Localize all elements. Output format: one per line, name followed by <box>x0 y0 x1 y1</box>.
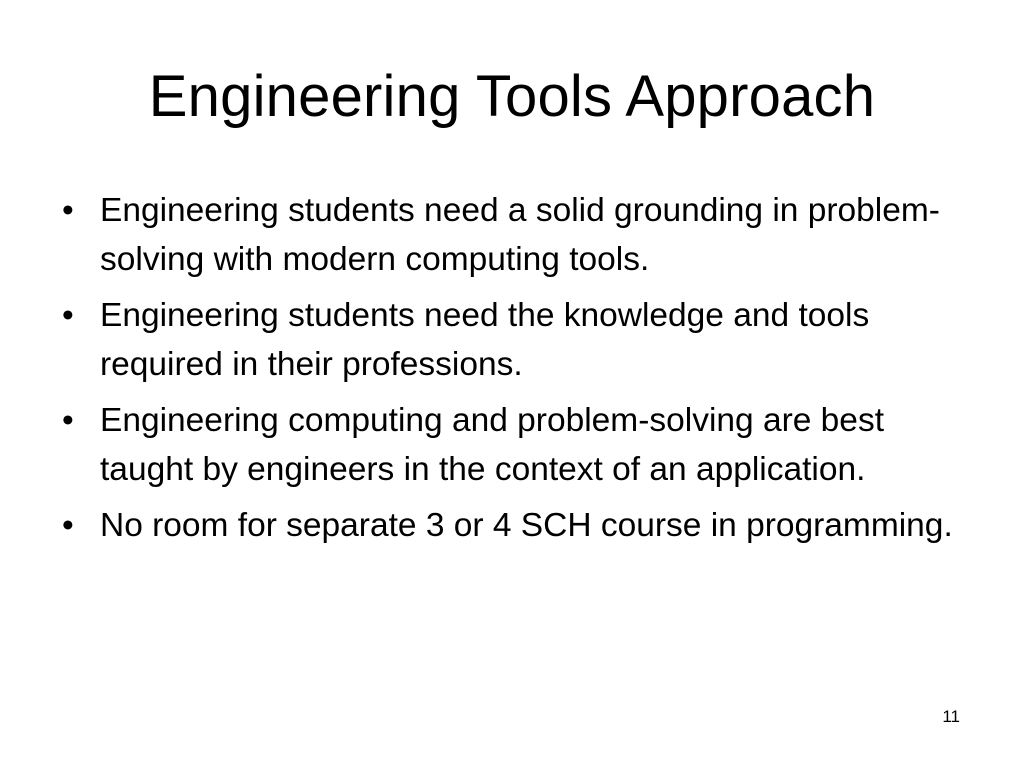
bullet-text: No room for separate 3 or 4 SCH course in programming. <box>100 507 953 544</box>
bullet-dot-icon: • <box>62 297 74 334</box>
bullet-text: Engineering computing and problem-solving are best taught by engineers in the context of an application. <box>100 402 884 488</box>
bullet-item <box>62 186 962 284</box>
bullet-list <box>62 186 962 557</box>
bullet-text: Engineering students need a solid grounding in problem-solving with modern computing tools. <box>100 192 940 278</box>
bullet-dot-icon: • <box>62 192 74 229</box>
bullet-item <box>62 501 962 550</box>
bullet-dot-icon: • <box>62 402 74 439</box>
bullet-text: Engineering students need the knowledge and tools required in their professions. <box>100 297 870 383</box>
slide-number: 11 <box>942 707 960 726</box>
slide-title: Engineering Tools Approach <box>148 64 876 129</box>
bullet-item <box>62 396 962 494</box>
bullet-item <box>62 291 962 389</box>
bullet-dot-icon: • <box>62 507 74 544</box>
